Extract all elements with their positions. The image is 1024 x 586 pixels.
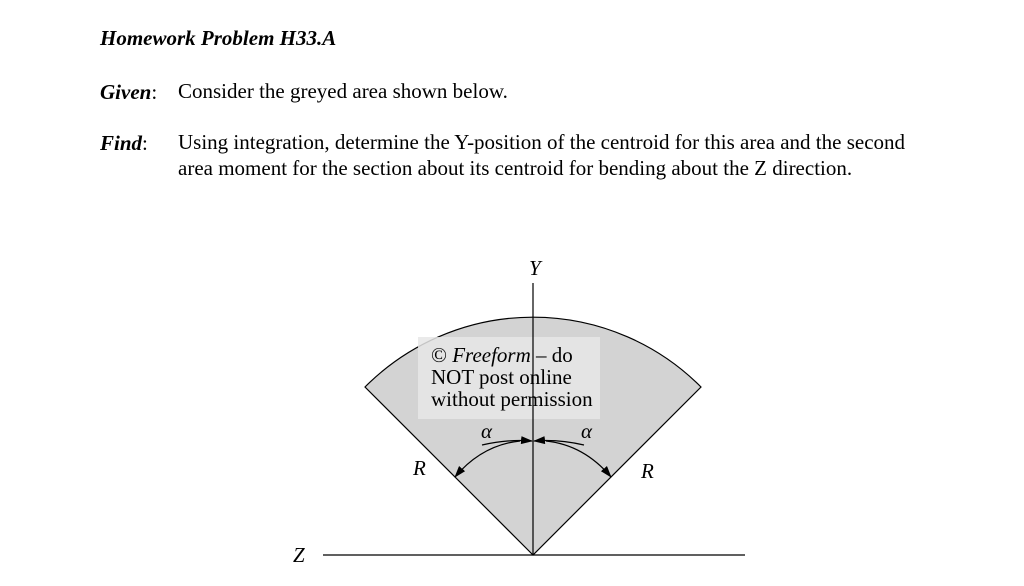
right-angle-label: α [581, 419, 593, 443]
right-radius-label: R [641, 459, 654, 483]
left-angle-label: α [481, 419, 493, 443]
find-colon: : [142, 131, 148, 155]
watermark-line-1: © Freeform – do [431, 343, 573, 367]
given-label-text: Given [100, 80, 152, 104]
given-text: Consider the greyed area shown below. [178, 79, 508, 103]
find-label-text: Find [100, 131, 143, 155]
find-text: Using integration, determine the Y-position of the centroid for this area and the second area moment for the section about its centroid for bending about the Z direction. [178, 130, 906, 180]
watermark-line-3: without permission [431, 387, 593, 411]
given-colon: : [151, 80, 158, 104]
watermark-line-2: NOT post online [431, 365, 572, 389]
z-axis-label: Z [293, 543, 305, 567]
problem-title: Homework Problem H33.A [100, 26, 337, 50]
y-axis-label: Y [529, 256, 541, 280]
left-radius-label: R [413, 456, 426, 480]
